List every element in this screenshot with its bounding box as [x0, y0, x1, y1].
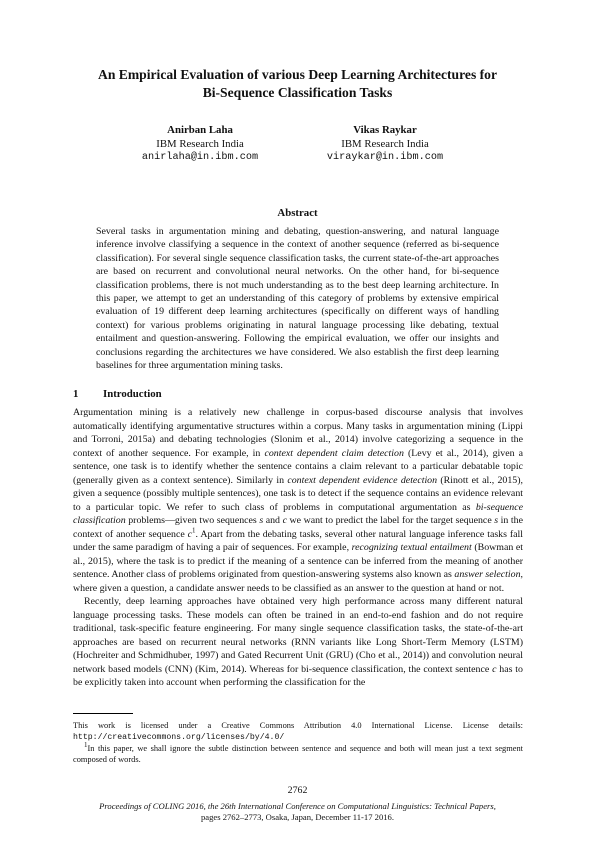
text-run: and: [263, 515, 283, 526]
emphasis: bi-sequence classification: [73, 501, 523, 526]
paragraph-2: [73, 595, 523, 690]
abstract-heading: Abstract: [277, 207, 318, 219]
text-run: . Apart from the debating tasks, several other natural language inference tasks fall under the same paradigm of having a pair of sequences. For example,: [73, 528, 523, 553]
author-email: anirlaha@in.ibm.com: [141, 152, 259, 163]
proceedings-details: pages 2762–2773, Osaka, Japan, December 11-17 2016.: [201, 812, 394, 822]
footnote-text: In this paper, we shall ignore the subtle distinction between sentence and sequence and both will mean just a text segment composed of words.: [73, 744, 523, 764]
text-run: we want to predict the label for the target sequence: [286, 515, 495, 526]
text-run: (Bowman et al., 2015), where the task is to predict if the meaning of a sentence can be inferred from the meaning of another sentence. Another class of problems originated from question-answering systems also known as: [73, 542, 523, 580]
text-run: has to be explicitly taken into account when performing the classification for the: [73, 663, 523, 688]
paragraph-1: [73, 406, 523, 595]
text-run: Recently, deep learning approaches have obtained very high performance across many different natural language processing tasks. These models can often be trained in an end-to-end fashion and do not require traditional, task-specific feature engineering. For many single sequence classification tasks, the state-of-the-art approaches are based on recurrent neural networks (RNN variants like Long Short-Term Memory (LSTM) (Hochreiter and Schmidhuber, 1997) and Gated Recurrent Unit (GRU) (Cho et al., 2014)) and convolution neural network based models (CNN) (Kim, 2014). Whereas for bi-sequence classification, the context sentence: [73, 596, 523, 675]
page-number: 2762: [287, 785, 308, 796]
text-run: (Levy et al., 2014), given a sentence, one task is to identify whether the sentence contains a claim relevant to a particular debatable topic (generally given as a context sentence). Similarly in: [73, 447, 523, 486]
author-affiliation: IBM Research India: [156, 138, 244, 150]
footnote-mark: 1: [84, 741, 88, 750]
footnote-1: [73, 743, 523, 765]
license-footnote: [73, 720, 523, 743]
author-email: viraykar@in.ibm.com: [326, 152, 444, 163]
author-block-1: [100, 123, 300, 165]
footnote-ref: 1: [192, 526, 196, 535]
emphasis: answer selection: [454, 569, 521, 580]
author-name: Vikas Raykar: [353, 124, 417, 136]
footnotes: [73, 720, 523, 765]
math-symbol: c: [492, 663, 497, 675]
math-symbol: s: [494, 515, 499, 526]
title-line-2: Bi-Sequence Classification Tasks: [202, 85, 393, 100]
paper-title: [60, 66, 535, 102]
proceedings-venue: Proceedings of COLING 2016, the 26th International Conference on Computational Linguistics: Technical Papers,: [99, 801, 496, 811]
body-text: [73, 406, 523, 690]
emphasis: context dependent evidence detection: [287, 474, 438, 486]
text-run: Argumentation mining is a relatively new challenge in corpus-based discourse analysis that involves automatically identifying argumentative structures within a corpus. Many tasks in argumentation mining (Lippi and Torroni, 2015a) and debating technologies (Slonim et al., 2014) involve categorizing a sequence in the context of another sequence. For example, in: [73, 407, 523, 459]
author-block-2: [285, 123, 485, 165]
author-name: Anirban Laha: [167, 124, 233, 136]
section-number: 1: [73, 388, 79, 400]
text-run: , where given a question, a candidate answer needs to be classified as an answer to the question at hand or not.: [73, 569, 523, 594]
emphasis: recognizing textual entailment: [351, 542, 472, 553]
text-run: problems—given two sequences: [125, 515, 260, 526]
abstract-text: Several tasks in argumentation mining and debating, question-answering, and natural language inference involve classifying a sequence in the context of another sequence (referred as bi-sequence classification). For several single sequence classification tasks, the current state-of-the-art approaches are based on recurrent and convolutional neural networks. On the other hand, for bi-sequence classification problems, there is not much understanding as to the best deep learning architecture. In this paper, we attempt to get an understanding of this category of problems by extensive empirical evaluation of 19 different deep learning architectures (specifically on different ways of handling context) for various problems originating in natural language processing like debating, textual entailment and question-answering. Following the empirical evaluation, we offer our insights and conclusions regarding the architectures we have considered. We also establish the first deep learning baselines for three argumentation mining tasks.: [96, 226, 499, 372]
math-symbol: c: [187, 528, 193, 540]
author-affiliation: IBM Research India: [341, 138, 429, 150]
math-symbol: c: [282, 515, 287, 526]
text-run: (Rinott et al., 2015), given a sequence (possibly multiple sentences), one task is to detect if the sequence contains an evidence relevant to a particular topic. We refer to such class of problems in computational argumentation as: [73, 474, 523, 513]
section-heading: [73, 388, 162, 400]
math-symbol: s: [259, 515, 264, 526]
title-line-1: An Empirical Evaluation of various Deep Learning Architectures for: [98, 67, 497, 82]
text-run: in the context of another sequence: [73, 515, 523, 540]
proceedings-footer: [60, 801, 535, 823]
section-title: Introduction: [103, 388, 162, 400]
emphasis: context dependent claim detection: [264, 447, 404, 459]
license-link[interactable]: http://creativecommons.org/licenses/by/4.0/: [73, 733, 285, 742]
license-text: This work is licensed under a Creative Commons Attribution 4.0 International License. License details:: [73, 721, 523, 730]
footnote-rule: [73, 713, 133, 714]
